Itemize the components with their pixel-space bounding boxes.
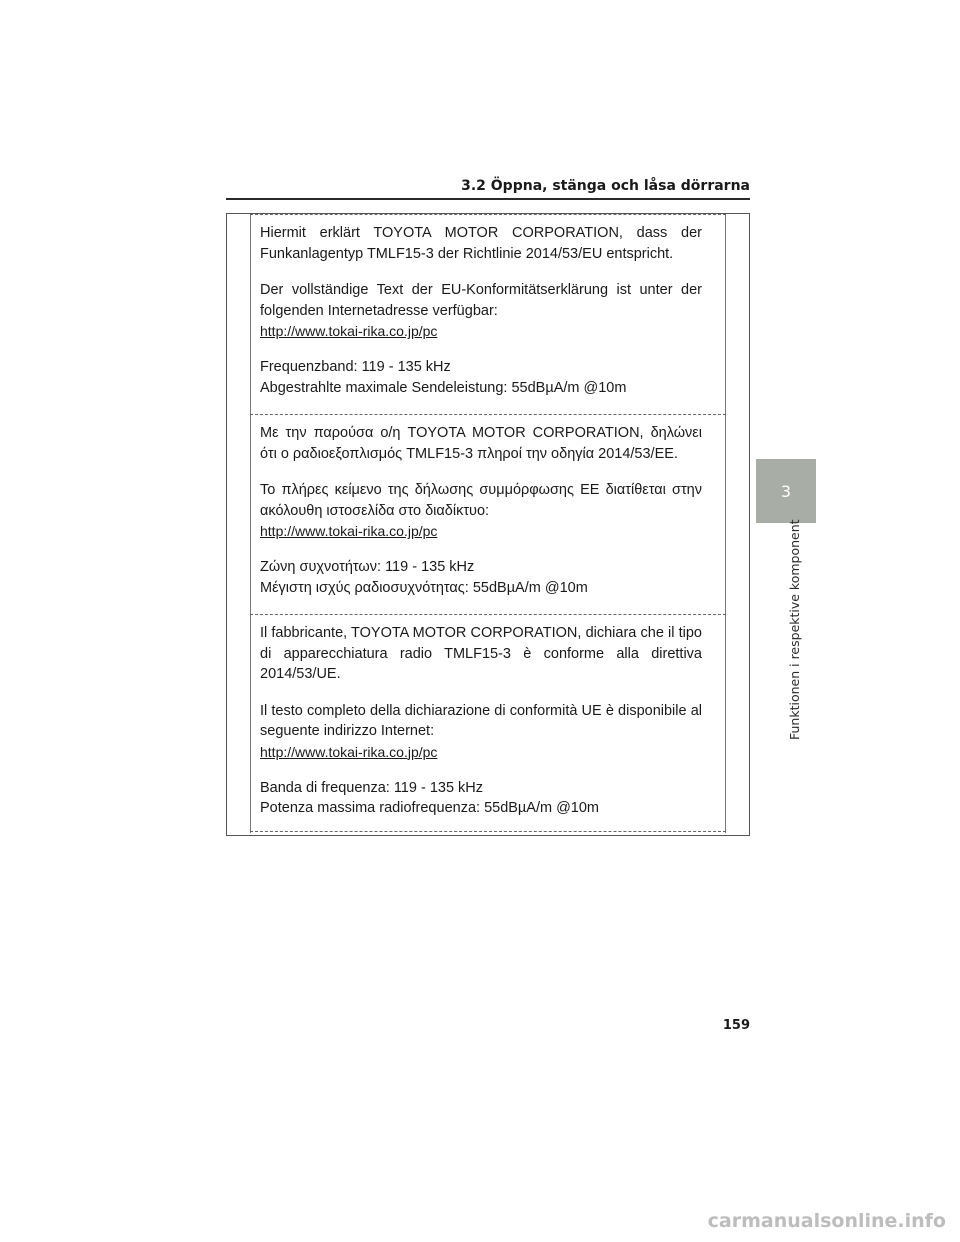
declaration-box	[226, 213, 750, 836]
spec-line: Μέγιστη ισχύς ραδιοσυχνότητας: 55dBµA/m @10m	[260, 579, 588, 596]
chapter-label-vertical	[786, 519, 806, 750]
paragraph: Με την παρούσα ο/η TOYOTA MOTOR CORPORATION, δηλώνει ότι ο ραδιοεξοπλισμός TMLF15-3 πληροί την οδηγία 2014/53/ΕΕ.	[260, 425, 702, 462]
section-greek	[250, 414, 726, 614]
chapter-tab	[756, 459, 816, 523]
paragraph: Hiermit erklärt TOYOTA MOTOR CORPORATION, dass der Funkanlagentyp TMLF15-3 der Richtlinie 2014/53/EU entspricht.	[260, 225, 702, 262]
spec-line: Potenza massima radiofrequenza: 55dBµA/m @10m	[260, 800, 600, 816]
paragraph: Il testo completo della dichiarazione di conformità UE è disponibile al seguente indirizzo Internet:	[260, 702, 702, 739]
section-italian	[250, 614, 726, 833]
url-link[interactable]: http://www.tokai-rika.co.jp/pc	[260, 523, 438, 539]
paragraph: Το πλήρες κείμενο της δήλωσης συμμόρφωσης ΕΕ διατίθεται στην ακόλουθη ιστοσελίδα στο διαδίκτυο:	[260, 482, 702, 519]
page-number: 159	[722, 1018, 750, 1033]
url-link[interactable]: http://www.tokai-rika.co.jp/pc	[260, 743, 438, 760]
watermark: carmanualsonline.info	[707, 1210, 946, 1232]
spec-line: Abgestrahlte maximale Sendeleistung: 55dBµA/m @10m	[260, 379, 627, 396]
spec-line: Banda di frequenza: 119 - 135 kHz	[260, 779, 484, 796]
spec-line: Ζώνη συχνοτήτων: 119 - 135 kHz	[260, 559, 475, 575]
chapter-label: Funktionen i respektive komponent	[787, 519, 802, 740]
chapter-number: 3	[780, 481, 792, 501]
bottom-dashed-rule	[250, 831, 726, 832]
spec-line: Frequenzband: 119 - 135 kHz	[260, 359, 451, 375]
url-link[interactable]: http://www.tokai-rika.co.jp/pc	[260, 323, 438, 339]
section-header: 3.2 Öppna, stänga och låsa dörrarna	[461, 178, 750, 194]
paragraph: Il fabbricante, TOYOTA MOTOR CORPORATION, dichiara che il tipo di apparecchiatura radio TMLF15-3 è conforme alla direttiva 2014/53/UE.	[260, 625, 702, 682]
header-rule	[226, 198, 750, 200]
paragraph: Der vollständige Text der EU-Konformitätserklärung ist unter der folgenden Internetadresse verfügbar:	[260, 282, 702, 319]
section-german	[250, 214, 726, 414]
